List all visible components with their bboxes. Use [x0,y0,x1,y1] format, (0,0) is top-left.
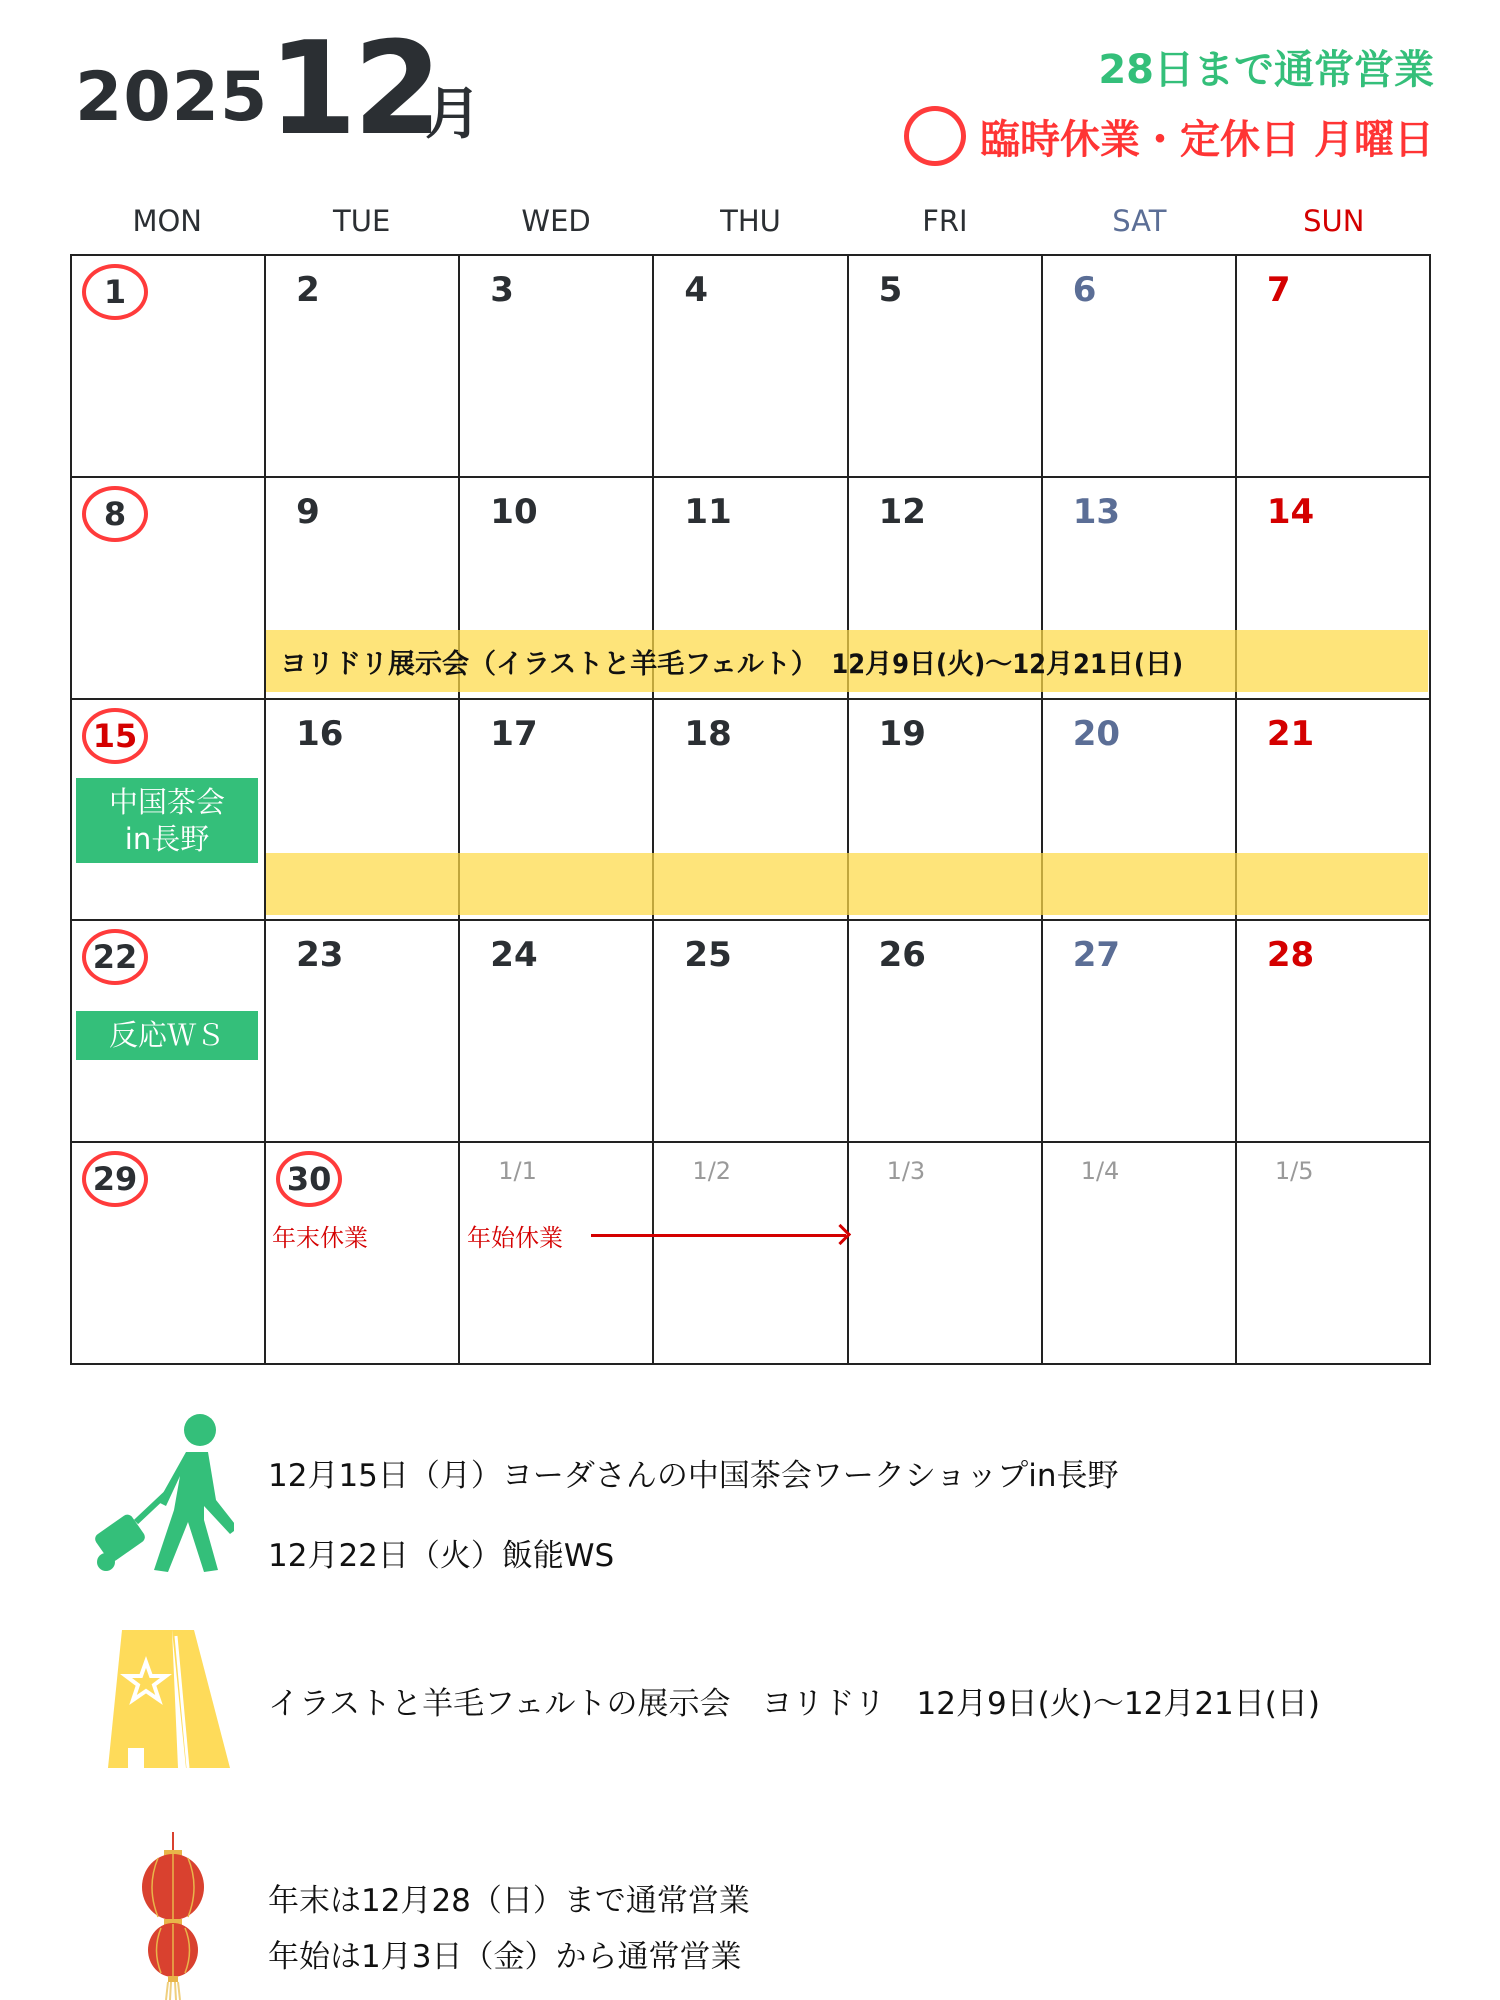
day-number: 17 [490,713,538,754]
walking-with-luggage-icon [88,1410,234,1574]
day-cell [266,921,460,1143]
day-cell [72,1143,266,1365]
day-number: 18 [684,713,732,754]
legend-exhibition: イラストと羊毛フェルトの展示会 ヨリドリ 12月9日(火)〜12月21日(日) [268,1686,1320,1722]
day-number: 4 [684,270,709,310]
day-number: 8 [82,486,148,542]
weekday-sun: SUN [1303,204,1365,238]
weekday-tue: TUE [333,204,391,238]
day-number: 19 [878,713,926,754]
day-cell [654,921,848,1143]
day-cell [72,478,266,700]
day-number: 13 [1072,491,1121,532]
day-cell [460,256,654,478]
day-cell [849,1143,1043,1365]
weekday-sat: SAT [1112,204,1167,238]
calendar-grid [70,254,1431,1365]
day-cell [72,256,266,478]
closed-day-notice [904,106,1434,166]
day-number: 20 [1072,713,1121,754]
day-number: 1/4 [1080,1157,1120,1186]
legend-tea-party: 12月15日（月）ヨーダさんの中国茶会ワークショップin長野 [268,1458,1119,1494]
day-number: 1/3 [886,1157,926,1186]
day-cell [1237,1143,1431,1365]
day-number: 12 [878,491,926,532]
ws-event-label: 反応ＷＳ [108,1018,225,1053]
tea-party-event-line2: in長野 [124,821,210,856]
legend-year-end: 年末は12月28（日）まで通常営業 [268,1883,750,1919]
day-number: 22 [82,929,148,985]
day-number: 29 [82,1151,148,1207]
day-number: 11 [684,491,732,532]
day-number: 25 [684,935,732,976]
day-number: 23 [296,935,344,976]
day-cell [266,1143,460,1365]
exhibition-band-label: ヨリドリ展示会（イラストと羊毛フェルト） 12月9日(火)〜12月21日(日) [280,648,1184,680]
day-cell [1043,1143,1237,1365]
day-cell [460,921,654,1143]
red-circle-icon [904,106,966,166]
closed-day-notice-text: 臨時休業・定休日 月曜日 [980,116,1434,163]
tea-party-event-line1: 中国茶会 [108,785,225,820]
weekday-mon: MON [132,204,202,238]
day-cell [849,256,1043,478]
day-number: 15 [82,708,148,764]
weekday-header [70,204,1431,238]
normal-business-notice: 28日まで通常営業 [1098,47,1434,93]
arrow-right-icon [591,1234,846,1237]
day-number: 24 [490,935,538,976]
day-number: 3 [490,270,514,310]
weekday-thu: THU [720,204,781,238]
day-cell [849,921,1043,1143]
title-month-unit: 月 [425,82,481,147]
weekday-fri: FRI [922,204,968,238]
day-number: 7 [1266,270,1291,310]
day-number: 2 [296,270,320,310]
day-cell [1237,921,1431,1143]
day-number: 27 [1072,935,1121,976]
day-number: 21 [1266,713,1315,754]
day-number: 10 [490,491,538,532]
day-cell [654,1143,848,1365]
tea-party-event [76,778,258,863]
new-year-closure-label: 年始休業 [467,1224,563,1252]
day-number: 1/5 [1274,1157,1314,1186]
day-cell [1043,256,1237,478]
day-number: 5 [878,270,903,310]
title-month: 12 [268,15,439,164]
day-number: 1/2 [692,1157,732,1186]
day-number: 9 [296,491,320,532]
day-number: 1 [82,264,148,320]
exhibition-band [266,630,1428,692]
day-number: 14 [1266,491,1315,532]
day-cell [266,256,460,478]
year-end-closure-label: 年末休業 [272,1224,368,1252]
day-cell [460,1143,654,1365]
title-year: 2025 [75,58,269,137]
day-cell [1237,256,1431,478]
day-number: 6 [1072,270,1097,310]
day-number: 28 [1266,935,1315,976]
day-number: 1/1 [498,1157,537,1186]
legend-new-year: 年始は1月3日（金）から通常営業 [268,1939,742,1975]
day-number: 26 [878,935,926,976]
day-cell [654,256,848,478]
exhibition-band-continued [266,853,1428,915]
red-lantern-icon [138,1832,208,2000]
ws-event [76,1011,258,1060]
star-signboard-icon [108,1630,230,1768]
day-number: 16 [296,713,344,754]
legend-ws: 12月22日（火）飯能WS [268,1538,615,1574]
day-cell [1043,921,1237,1143]
weekday-wed: WED [521,204,591,238]
day-number: 30 [276,1151,342,1207]
